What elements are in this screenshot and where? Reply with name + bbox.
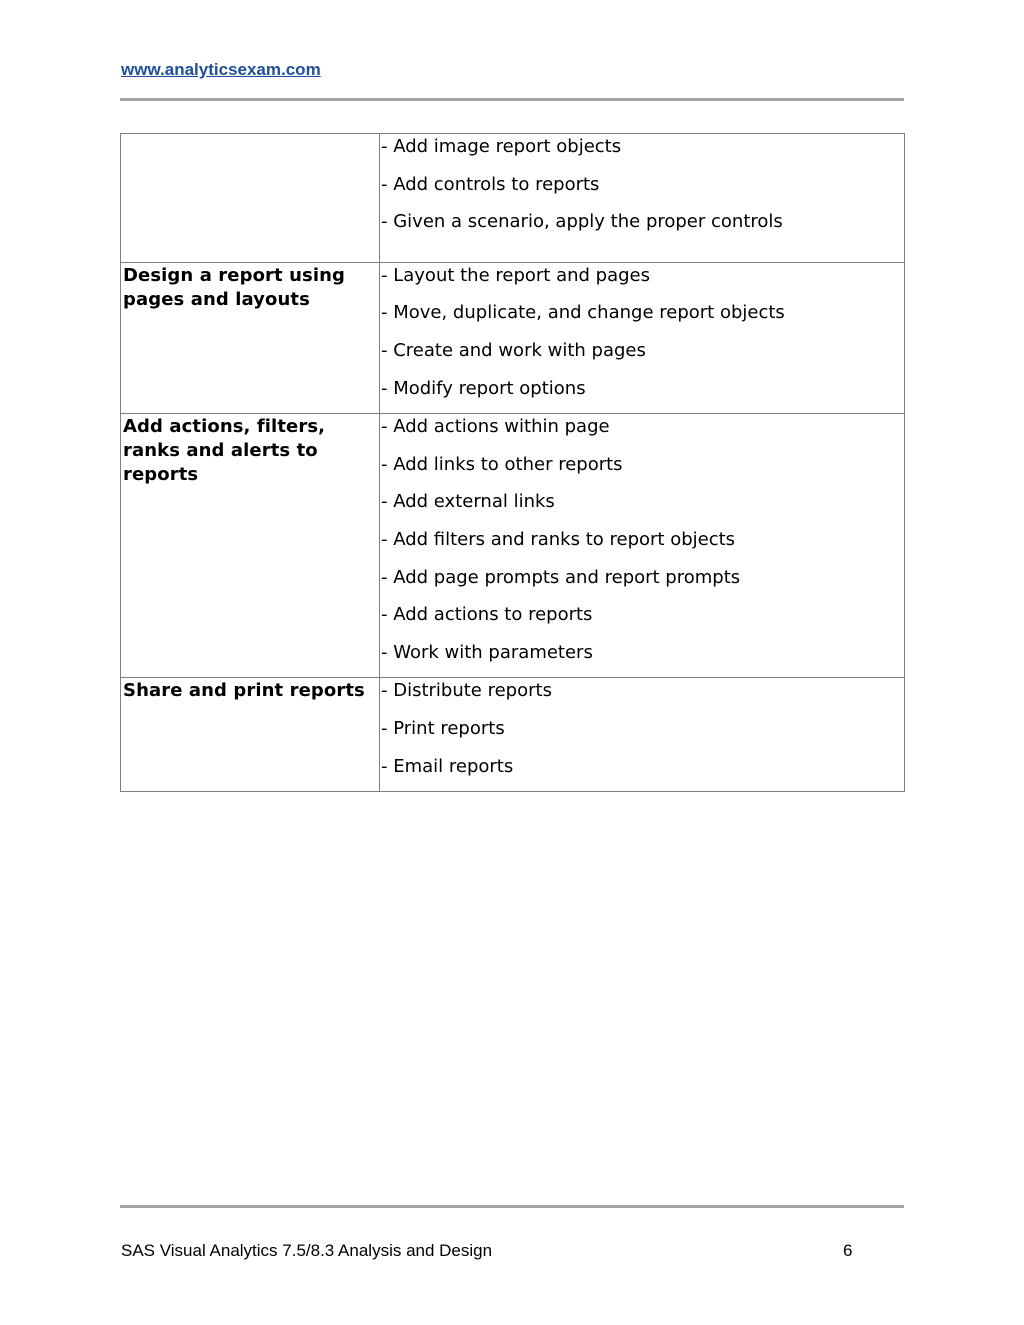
footer-divider (120, 1205, 904, 1208)
tasks-cell (380, 414, 905, 678)
exam-objectives-table (120, 133, 905, 792)
table-row (121, 134, 905, 263)
task-item: - Print reports (381, 717, 505, 739)
task-item: - Add links to other reports (381, 453, 623, 475)
task-item: - Create and work with pages (381, 339, 646, 361)
task-item: - Add controls to reports (381, 173, 600, 195)
task-item: - Add page prompts and report prompts (381, 566, 741, 588)
task-item: - Modify report options (381, 377, 586, 399)
tasks-cell (380, 678, 905, 792)
tasks-cell (380, 262, 905, 413)
task-item: - Move, duplicate, and change report objects (381, 302, 785, 324)
header-website-link[interactable]: www.analyticsexam.com (121, 60, 321, 79)
task-item: - Add actions within page (381, 416, 610, 438)
table-row (121, 678, 905, 792)
header-divider (120, 98, 904, 101)
table-row (121, 414, 905, 678)
task-item: - Work with parameters (381, 641, 593, 663)
task-item: - Email reports (381, 755, 514, 777)
task-item: - Add external links (381, 491, 555, 513)
task-item: - Given a scenario, apply the proper controls (381, 211, 783, 233)
page-number: 6 (843, 1241, 853, 1260)
task-item: - Layout the report and pages (381, 264, 651, 286)
topic-cell: Share and print reports (121, 678, 380, 792)
task-item: - Add actions to reports (381, 604, 593, 626)
footer-document-title: SAS Visual Analytics 7.5/8.3 Analysis and Design (121, 1241, 493, 1260)
topic-cell (121, 134, 380, 263)
topic-cell: Add actions, filters, ranks and alerts to reports (121, 414, 380, 678)
tasks-cell (380, 134, 905, 263)
task-item: - Distribute reports (381, 680, 552, 702)
topic-cell: Design a report using pages and layouts (121, 262, 380, 413)
task-item: - Add filters and ranks to report objects (381, 528, 736, 550)
table-row (121, 262, 905, 413)
task-item: - Add image report objects (381, 136, 622, 157)
